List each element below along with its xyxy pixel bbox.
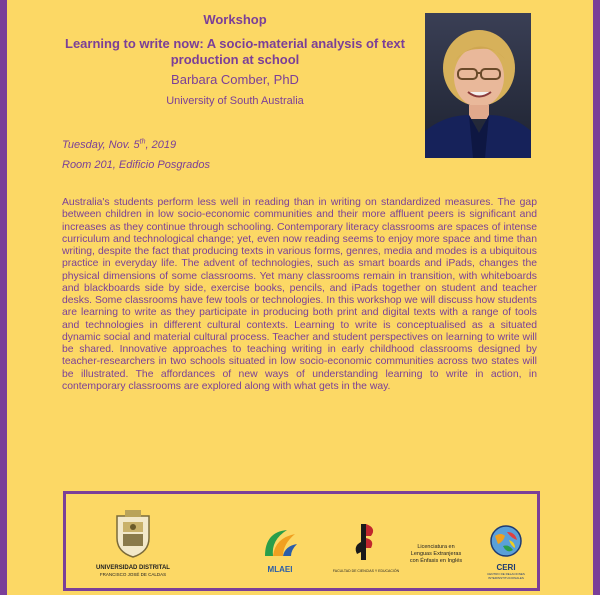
workshop-title: Learning to write now: A socio-material analysis of text production at school — [65, 36, 405, 67]
ceri-name: CERI — [496, 563, 516, 572]
mlaei-name: MLAEI — [267, 565, 293, 574]
right-border-stripe — [593, 0, 600, 595]
presenter-affiliation: University of South Australia — [166, 95, 304, 107]
licenciatura-line-1: Licenciatura en — [417, 544, 455, 550]
licenciatura-line-2: Lenguas Extranjeras — [410, 551, 462, 557]
licenciatura-line-3: con Énfasis en Inglés — [409, 558, 463, 564]
ceri-globe-icon — [489, 524, 523, 558]
udistrital-subname: FRANCISCO JOSÉ DE CALDAS — [99, 572, 167, 577]
presenter-photo — [425, 13, 531, 158]
udistrital-logo — [88, 508, 178, 578]
mlaei-logo — [260, 526, 300, 574]
event-date-ordinal: th — [139, 138, 146, 146]
event-details — [62, 135, 210, 175]
udistrital-name: UNIVERSIDAD DISTRITAL — [96, 565, 170, 571]
sponsor-logos-box — [63, 491, 540, 591]
ceri-logo — [486, 524, 526, 580]
presenter-name: Barbara Comber, PhD — [171, 72, 299, 87]
fce-name: FACULTAD DE CIENCIAS Y EDUCACIÓN — [332, 569, 400, 573]
fce-mark-icon — [353, 522, 379, 564]
event-location: Room 201, Edificio Posgrados — [62, 159, 210, 171]
ceri-subname: CENTRO DE RELACIONES INTERINSTITUCIONALES — [487, 572, 525, 580]
event-date — [62, 135, 210, 155]
workshop-label: Workshop — [203, 12, 267, 27]
udistrital-seal-icon — [113, 508, 153, 558]
event-date-main: Tuesday, Nov. 5 — [62, 139, 140, 151]
mlaei-mark-icon — [261, 526, 299, 562]
event-date-year: , 2019 — [145, 139, 177, 151]
abstract-text: Australia's students perform less well in reading than in writing on standardized measures. The gap between children in low socio-economic communities and their more affluent peers is significant and increases as they continue through schooling. Contemporary literacy classrooms are spaces of intense curriculum and technological change; yet, even now reading seems to enjoy more space and time than writing, despite the fact that producing texts in various forms, genres, media and modes is a ubiquitous practice in everyday life. The advent of technologies, such as smart boards and iPads, changes the physical dimensions of some classrooms. Yet many classrooms remain in transition, with whiteboards and blackboards side by side, exercise books, pencils, and iPads together on student and teacher desks. Some classrooms have few tools or technologies. In this workshop we will discuss how students are learning to write as they participate in producing both print and digital texts with a range of tools and technologies in different cultural contexts. Learning to write is conceptualised as a situated dynamic social and material cultural process. Teacher and student perspectives on learning to write will be shared. Innovative approaches to teaching writing in early childhood classrooms designed by teacher-researchers in two schools situated in low socio-economic communities across two states will be illustrated. The affordances of new ways of understanding learning to write in action, in contemporary classrooms are explored along with what gets in the way. — [62, 197, 537, 392]
header-block — [40, 12, 430, 108]
licenciatura-logo — [404, 544, 468, 565]
left-border-stripe — [0, 0, 7, 595]
fce-logo — [331, 522, 401, 574]
